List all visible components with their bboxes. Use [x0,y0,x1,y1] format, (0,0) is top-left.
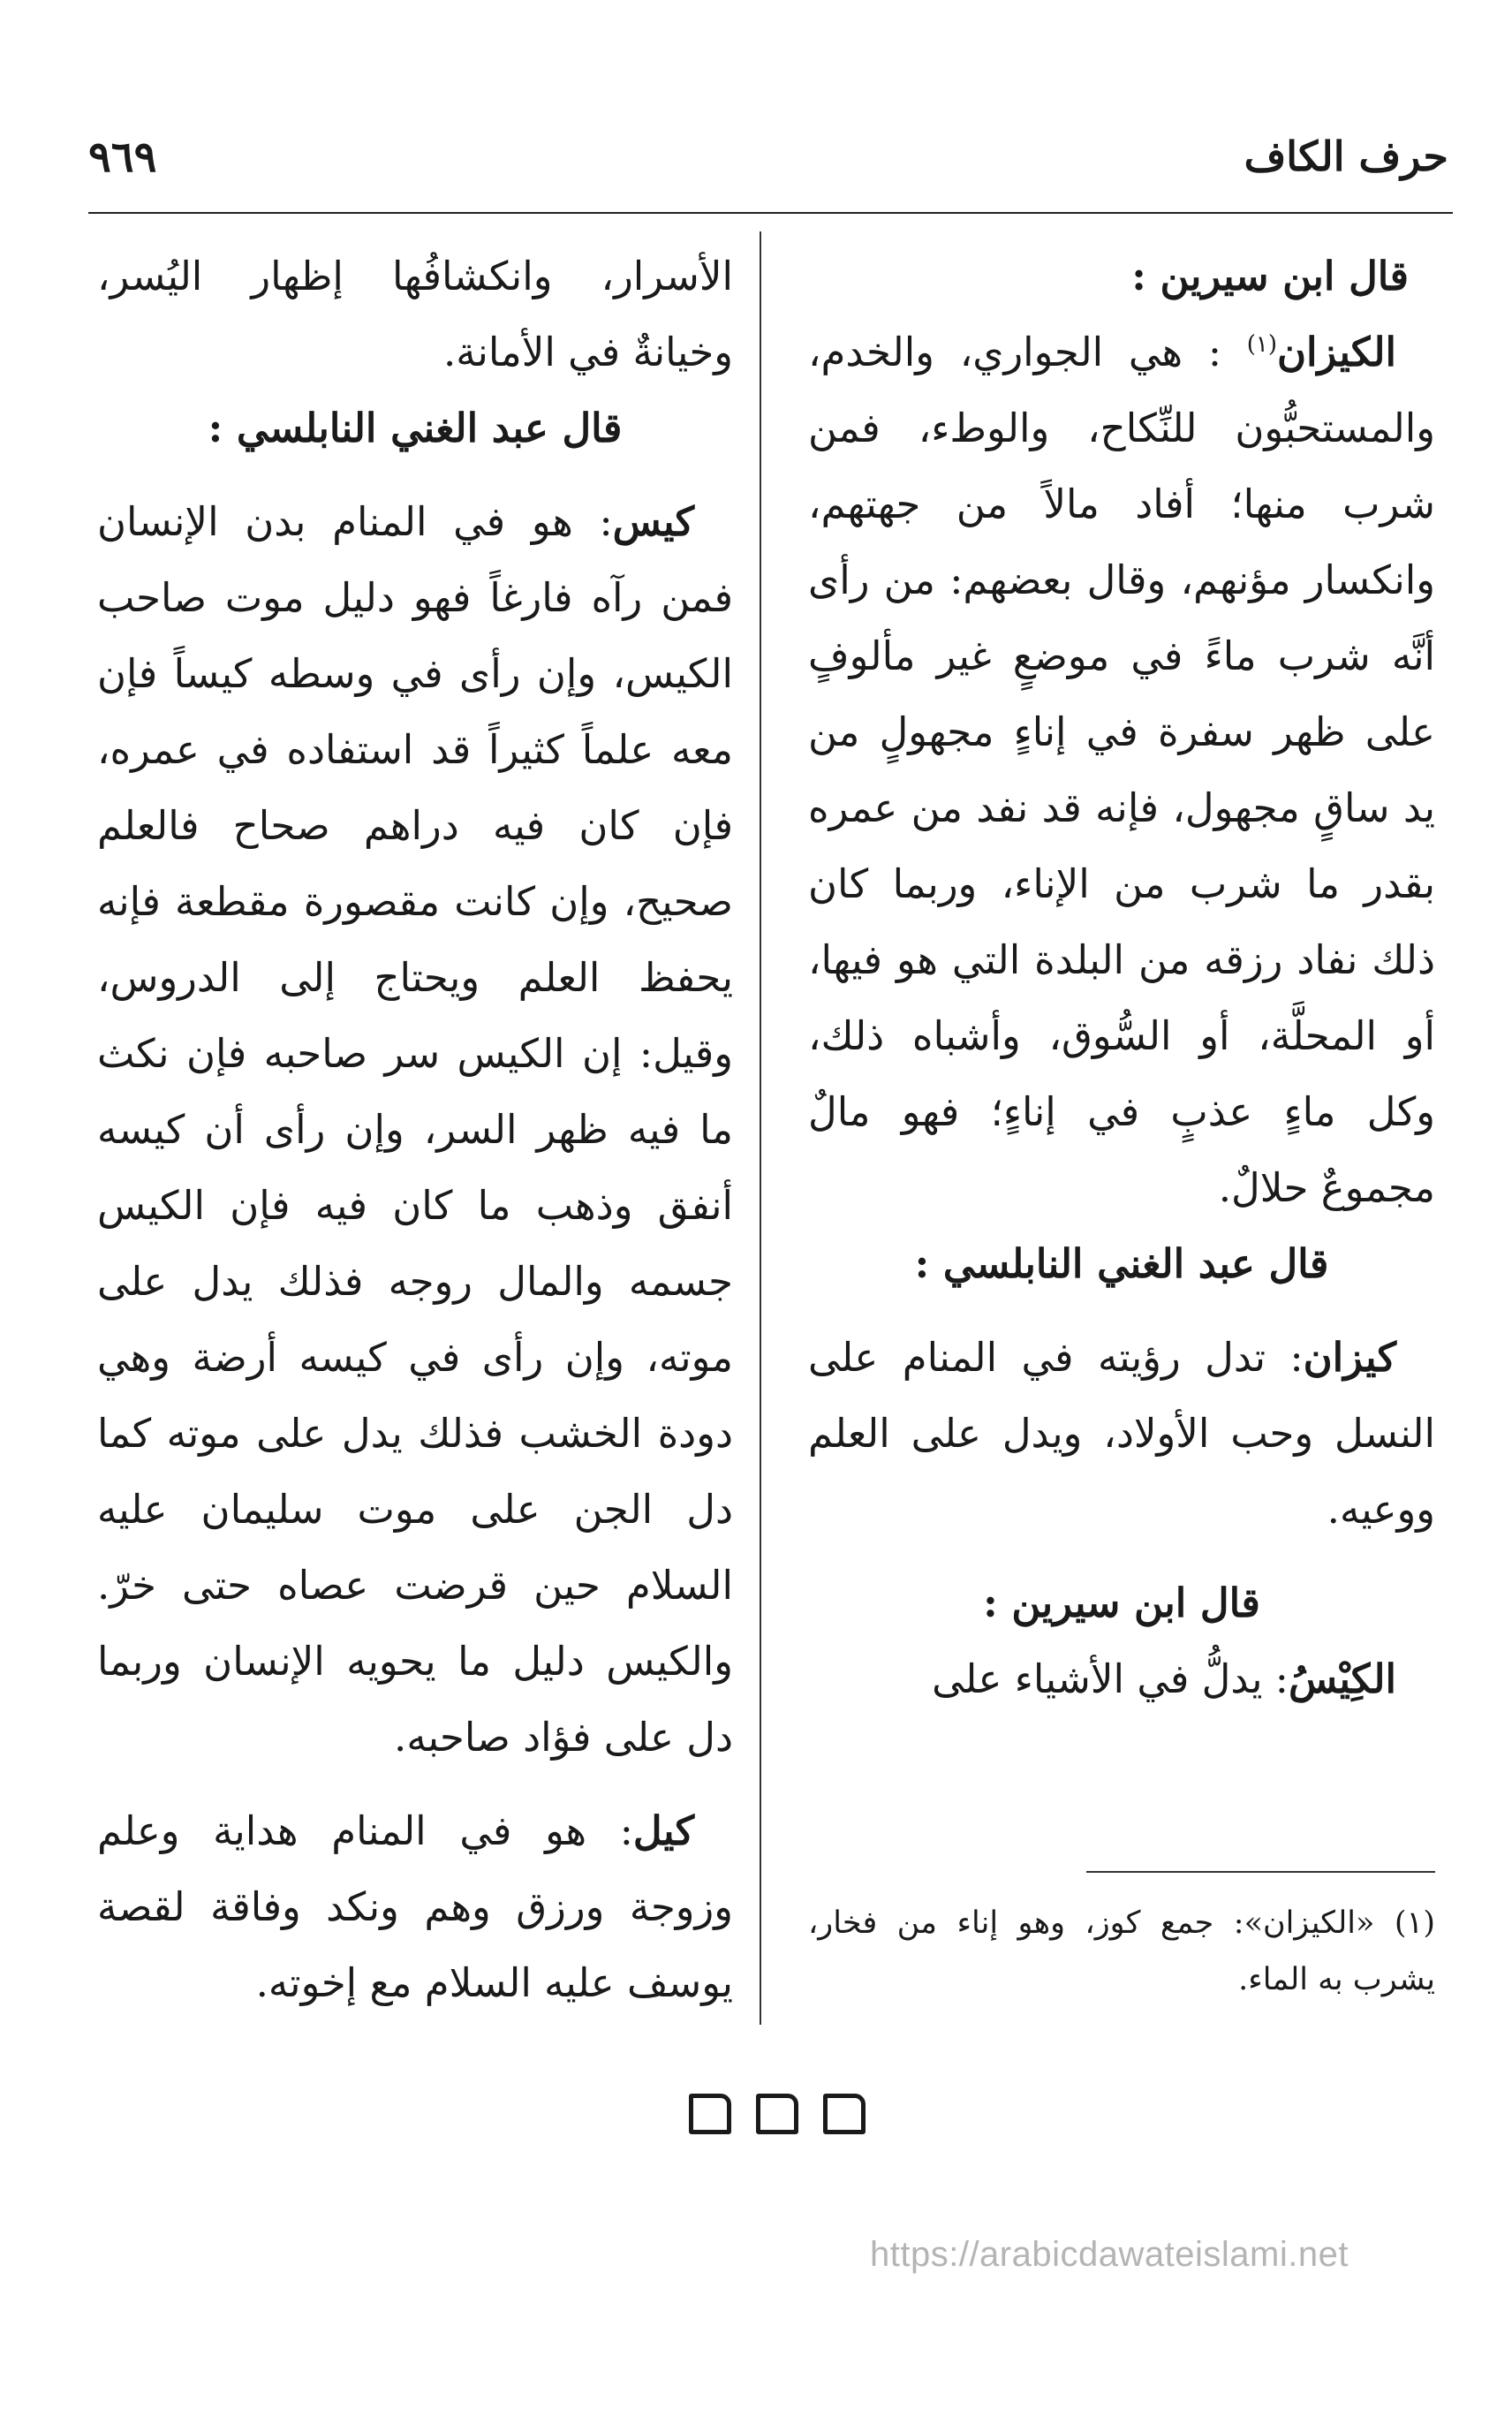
entry-paragraph [808,1641,1435,1717]
entry-term: كيل [632,1807,694,1854]
entry-text: : يدلُّ في الأشياء على [932,1655,1289,1702]
entry-paragraph [97,484,733,1776]
header-rule [88,212,1453,214]
entry-paragraph [808,314,1435,1226]
entry-term: الكيزان [1276,329,1396,375]
entry-term: الكِيْسُ [1288,1655,1396,1702]
ornament-box-icon [689,2094,731,2134]
left-column [97,239,733,2021]
entry-text: : هو في المنام هداية وعلم وزوجة ورزق وهم ونكد وفاقة لقصة يوسف عليه السلام مع إخوته. [97,1807,733,2006]
right-column [808,239,1435,1717]
section-heading: قال ابن سيرين : [983,1579,1260,1626]
running-title: حرف الكاف [1244,133,1448,180]
section-heading: قال عبد الغني النابلسي : [208,405,623,451]
entry-text: : هو في المنام بدن الإنسان فمن رآه فارغاً فهو دليل موت صاحب الكيس، وإن رأى في وسطه كيساً فإن معه علماً كثيراً قد استفاده في عمره، فإن كان فيه دراهم صحاح فالعلم صحيح، وإن كانت مقصورة مقطعة فإنه يحفظ العلم ويحتاج إلى الدروس، وقيل: إن الكيس سر صاحبه فإن نكث ما فيه ظهر السر، وإن رأى أن كيسه أنفق وذهب ما كان فيه فإن الكيس جسمه والمال روجه فذلك يدل على موته، وإن رأى في كيسه أرضة وهي دودة الخشب فذلك يدل على موته كما دل الجن على موت سليمان عليه السلام حين قرضت عصاه حتى خرّ. والكيس دليل ما يحويه الإنسان وربما دل على فؤاد صاحبه. [97,498,733,1761]
page-header [88,133,1448,194]
footnote-rule [1086,1871,1435,1873]
section-heading: قال عبد الغني النابلسي : [914,1240,1329,1287]
entry-paragraph [97,1793,733,2021]
section-end-marks [689,2094,866,2138]
page-number: ٩٦٩ [88,133,157,182]
ornament-box-icon [756,2094,798,2134]
column-divider [760,231,761,2025]
entry-paragraph: الأسرار، وانكشافُها إظهار اليُسر، وخيانةٌ في الأمانة. [97,253,733,375]
entry-text: : تدل رؤيته في المنام على النسل وحب الأولاد، ويدل على العلم ووعيه. [808,1334,1435,1533]
watermark-url: https://arabicdawateislami.net [870,2235,1349,2274]
section-heading: قال ابن سيرين : [1131,253,1409,299]
footnote: (١) «الكيزان»: جمع كوز، وهو إناء من فخار، يشرب به الماء. [808,1905,1435,1997]
entry-term: كيس [612,498,694,545]
ornament-box-icon [823,2094,866,2134]
footnote-ref: (١) [1246,331,1277,358]
entry-text: : هي الجواري، والخدم، والمستحبُّون للنِّكاح، والوطء، فمن شرب منها؛ أفاد مالاً من جهتهم، وانكسار مؤنهم، وقال بعضهم: من رأى أنَّه شرب ماءً في موضعٍ غير مألوفٍ على ظهر سفرة في إناءٍ مجهولٍ من يد ساقٍ مجهول، فإنه قد نفد من عمره بقدر ما شرب من الإناء، وربما كان ذلك نفاد رزقه من البلدة التي هو فيها، أو المحلَّة، أو السُّوق، وأشباه ذلك، وكل ماءٍ عذبٍ في إناءٍ؛ فهو مالٌ مجموعٌ حلالٌ. [808,329,1435,1211]
entry-paragraph [808,1320,1435,1548]
entry-term: كيزان [1303,1334,1396,1381]
